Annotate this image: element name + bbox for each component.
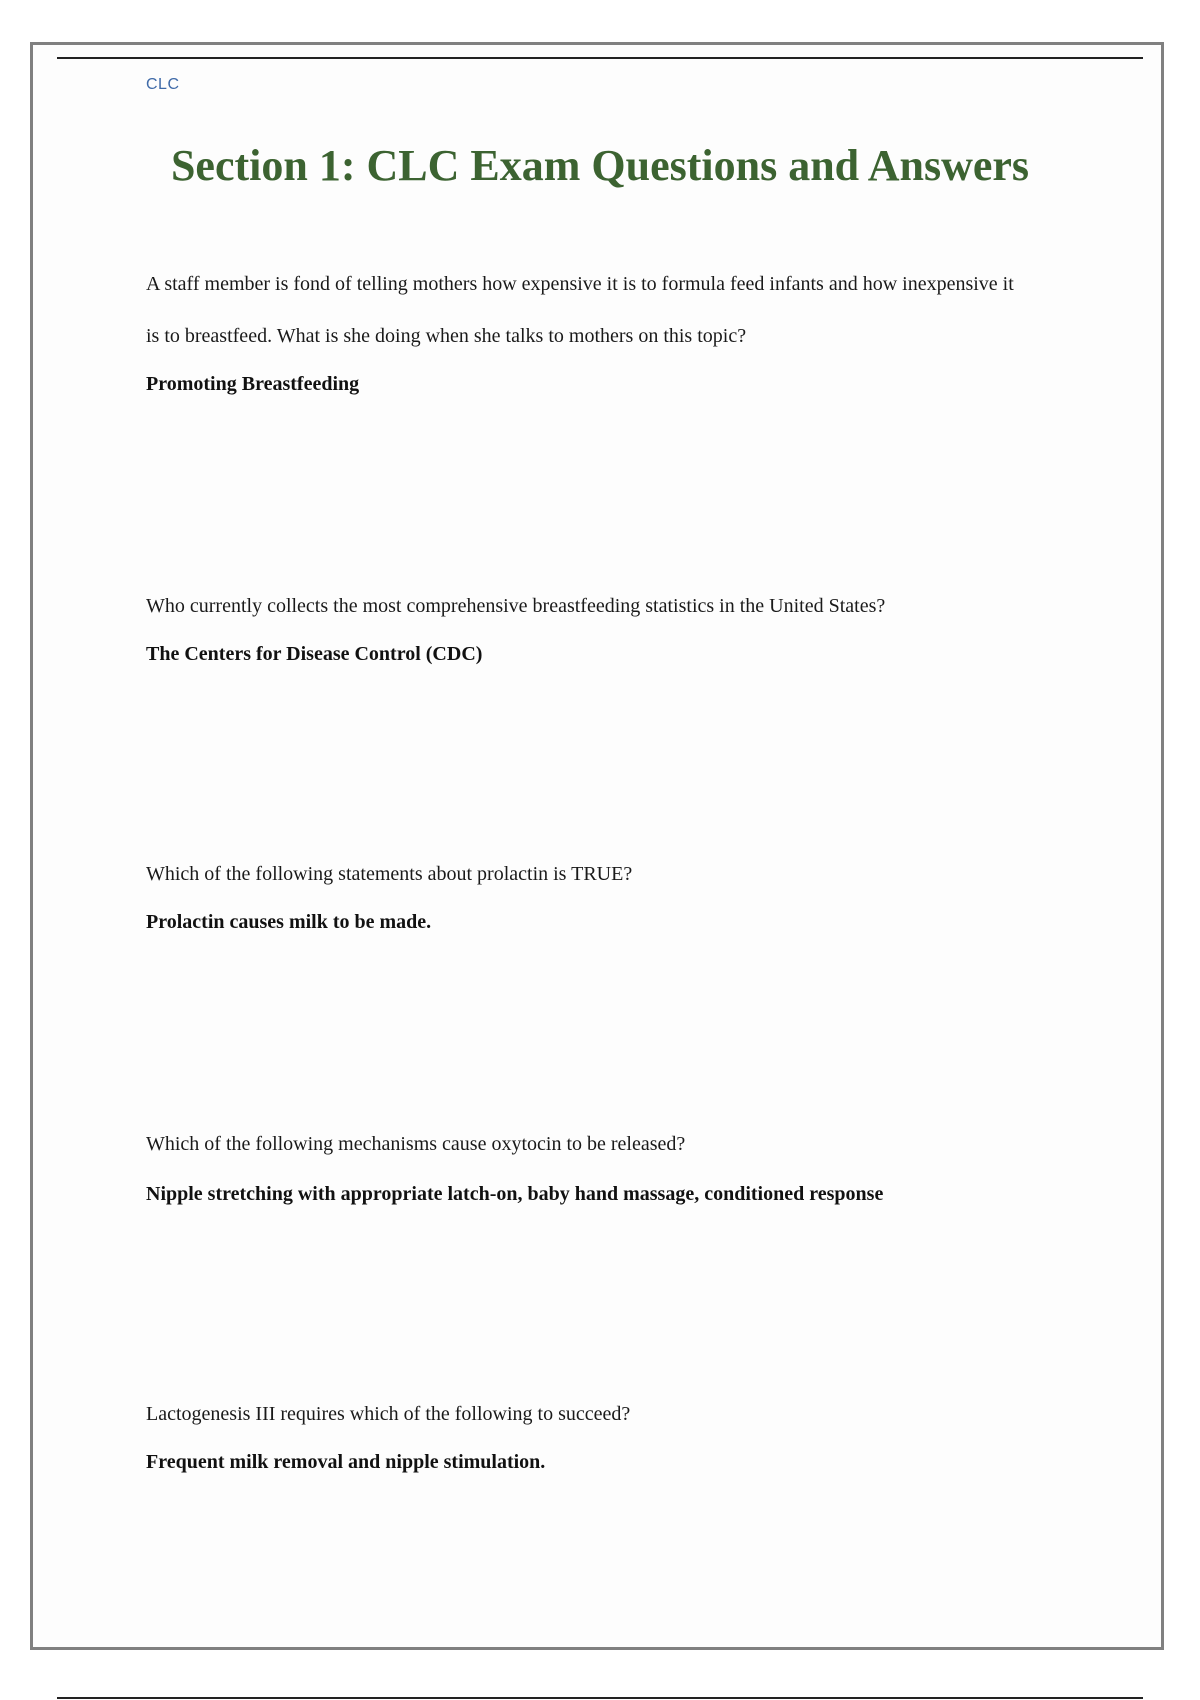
footer-rule — [57, 1697, 1143, 1699]
qa-item — [146, 258, 1026, 398]
qa-item — [146, 580, 1026, 668]
question-text: Lactogenesis III requires which of the following to succeed? — [146, 1403, 631, 1425]
qa-item — [146, 848, 1026, 936]
qa-item — [146, 1388, 1026, 1476]
answer-text: Promoting Breastfeeding — [146, 373, 360, 395]
header-rule — [57, 57, 1143, 59]
qa-item — [146, 1118, 1026, 1208]
question-text: Which of the following statements about prolactin is TRUE? — [146, 863, 633, 885]
answer-text: Frequent milk removal and nipple stimulation. — [146, 1451, 546, 1473]
answer-text: The Centers for Disease Control (CDC) — [146, 643, 483, 665]
question-text: Which of the following mechanisms cause oxytocin to be released? — [146, 1133, 686, 1155]
answer-text: Nipple stretching with appropriate latch-on, baby hand massage, conditioned response — [146, 1183, 884, 1205]
page-title: Section 1: CLC Exam Questions and Answers — [170, 141, 1030, 190]
question-text: A staff member is fond of telling mothers how expensive it is to formula feed infants and how inexpensive it is to breastfeed. What is she doing when she talks to mothers on this topic? — [146, 273, 1014, 347]
answer-text: Prolactin causes milk to be made. — [146, 911, 432, 933]
question-text: Who currently collects the most comprehensive breastfeeding statistics in the United States? — [146, 595, 886, 617]
header-label: CLC — [146, 76, 180, 93]
